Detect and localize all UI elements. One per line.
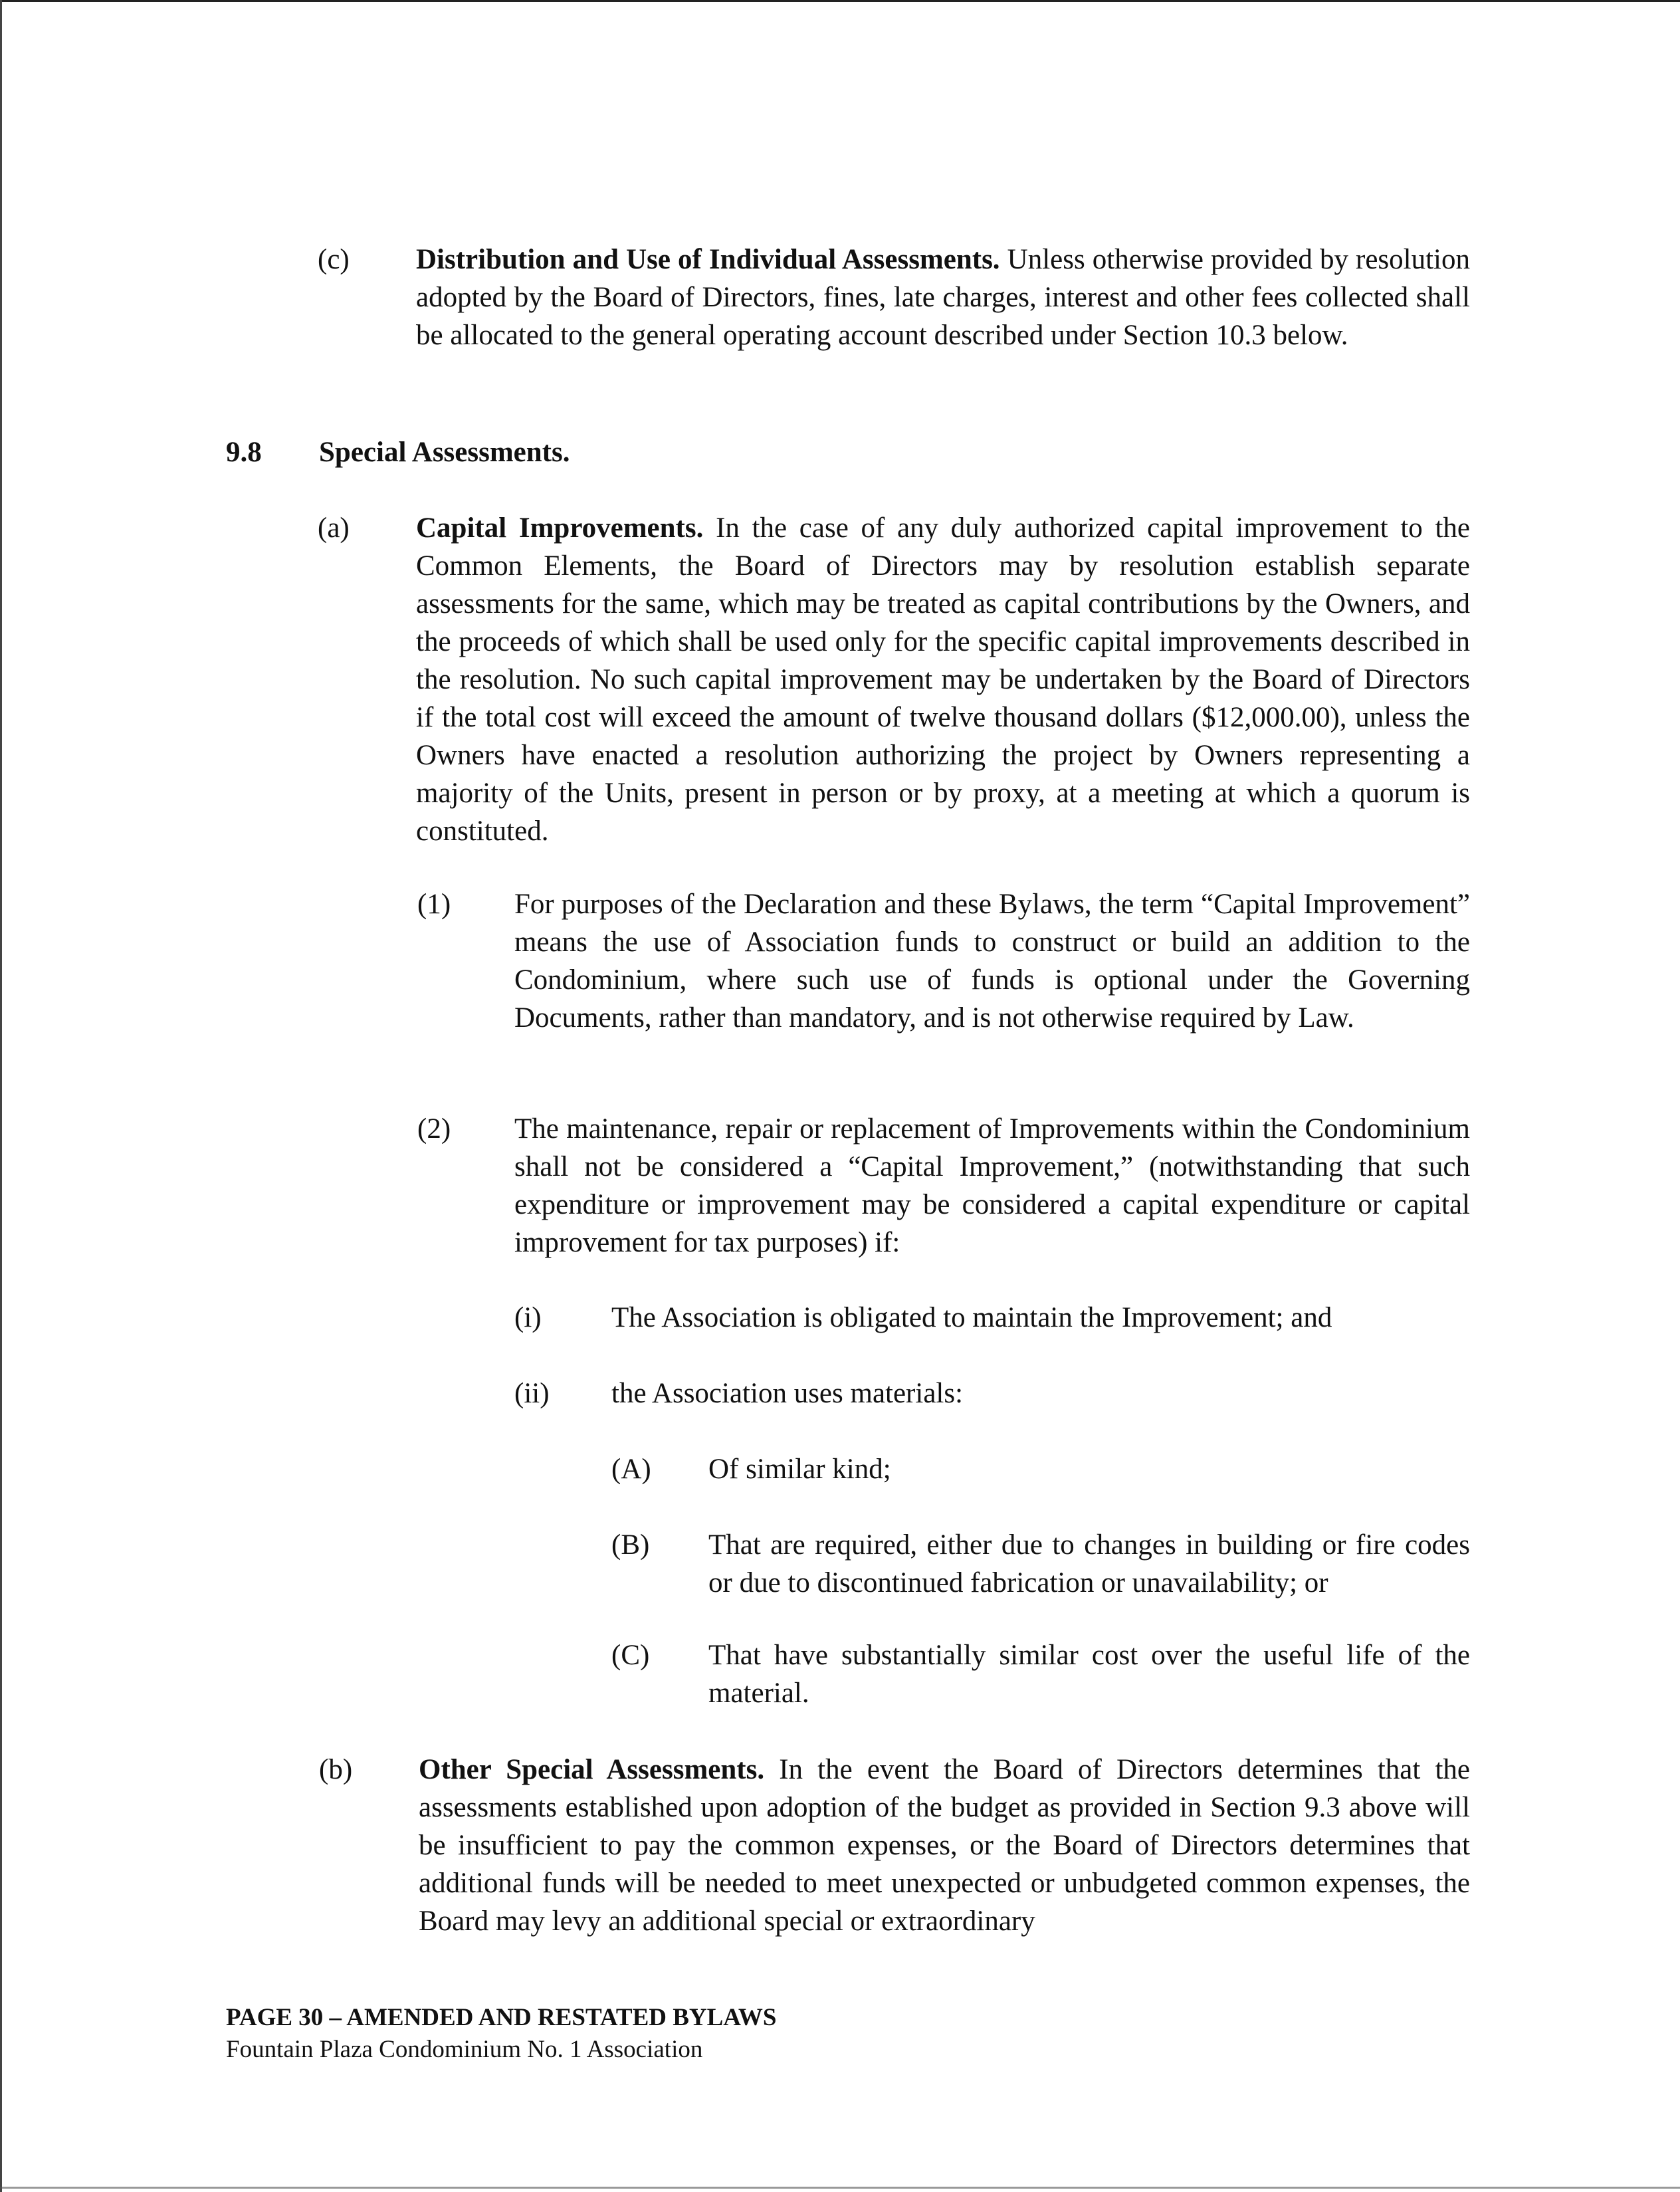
item-A-label: (A) (611, 1454, 651, 1485)
section-b-paragraph (419, 1751, 1470, 1940)
section-a-label: (a) (318, 512, 350, 544)
section-b-label: (b) (319, 1754, 353, 1785)
section-a-heading: Capital Improvements. (416, 512, 704, 544)
item-1-label: (1) (417, 889, 451, 920)
item-B-text: That are required, either due to changes in building or fire codes or due to discontinued fabrication or unavailability; or (708, 1529, 1470, 1598)
item-i-label: (i) (514, 1302, 542, 1333)
item-2-text: The maintenance, repair or replacement of Improvements within the Condominium shall not be considered a “Capital Improvement,” (notwithstanding that such expenditure or improvement may be considered a capital expenditure or capital improvement for tax purposes) if: (514, 1113, 1470, 1258)
scan-edge-top (0, 0, 1680, 2)
scan-edge-left (0, 0, 2, 2192)
footer-association-name: Fountain Plaza Condominium No. 1 Association (226, 2036, 703, 2063)
item-ii-text: the Association uses materials: (611, 1378, 964, 1409)
item-A-text: Of similar kind; (708, 1454, 891, 1485)
section-9-8-number: 9.8 (226, 437, 262, 468)
item-B-label: (B) (611, 1529, 650, 1561)
section-b-heading: Other Special Assessments. (419, 1754, 765, 1785)
scan-edge-bottom (0, 2187, 1680, 2189)
section-b-text: In the event the Board of Directors determines that the assessments established upon adoption of the budget as provided in Section 9.3 above will be insufficient to pay the common expenses, or the Board of Directors determines that additional funds will be needed to meet unexpected or unbudgeted common expenses, the Board may levy an additional special or extraordinary (419, 1754, 1471, 1937)
item-C-label: (C) (611, 1640, 650, 1671)
item-ii-label: (ii) (514, 1378, 550, 1409)
item-i-text: The Association is obligated to maintain the Improvement; and (611, 1302, 1332, 1333)
footer-page-title: PAGE 30 – AMENDED AND RESTATED BYLAWS (226, 2004, 777, 2031)
section-c-paragraph (416, 241, 1470, 354)
section-9-8-title: Special Assessments. (319, 437, 570, 468)
item-1-text: For purposes of the Declaration and these Bylaws, the term “Capital Improvement” means the use of Association funds to construct or build an addition to the Condominium, where such use of funds is optional under the Governing Documents, rather than mandatory, and is not otherwise required by Law. (514, 889, 1470, 1034)
item-2-label: (2) (417, 1113, 451, 1145)
item-C-text: That have substantially similar cost over the useful life of the material. (708, 1640, 1470, 1709)
section-a-paragraph (416, 509, 1470, 850)
section-c-text: Unless otherwise provided by resolution adopted by the Board of Directors, fines, late charges, interest and other fees collected shall be allocated to the general operating account described under Section 10.3 below. (416, 244, 1470, 351)
section-a-text: In the case of any duly authorized capital improvement to the Common Elements, the Board of Directors may by resolution establish separate assessments for the same, which may be treated as capital contributions by the Owners, and the proceeds of which shall be used only for the specific capital improvements described in the resolution. No such capital improvement may be undertaken by the Board of Directors if the total cost will exceed the amount of twelve thousand dollars ($12,000.00), unless the Owners have enacted a resolution authorizing the project by Owners representing a majority of the Units, present in person or by proxy, at a meeting at which a quorum is constituted. (416, 512, 1471, 847)
section-c-heading: Distribution and Use of Individual Assessments. (416, 244, 1000, 275)
section-c-label: (c) (318, 244, 350, 275)
